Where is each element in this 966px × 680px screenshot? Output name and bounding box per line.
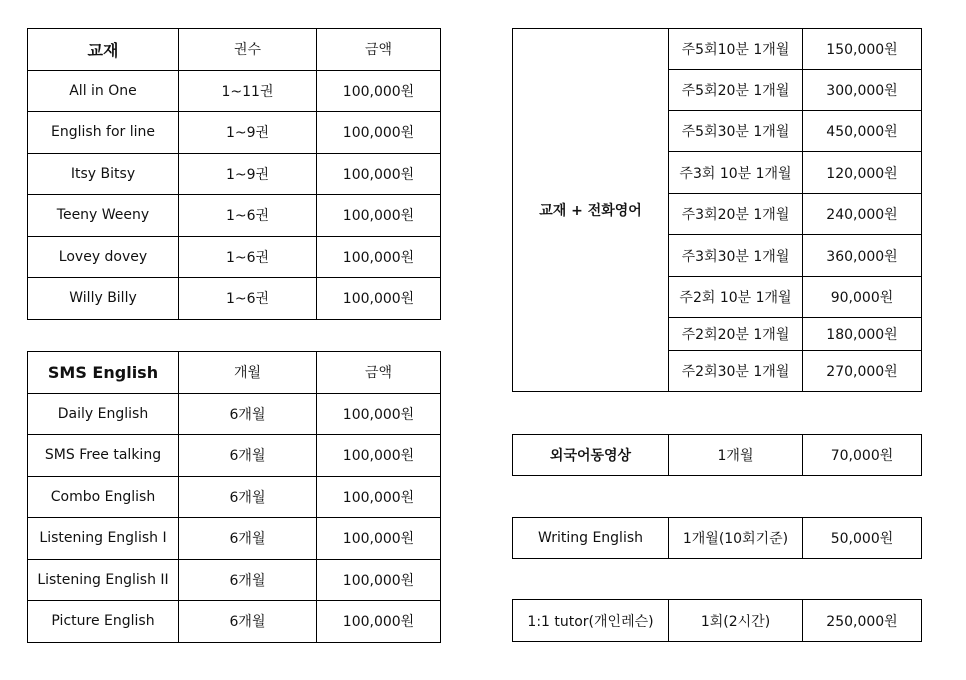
book-price: 100,000원 [317,153,441,195]
book-volumes: 1~9권 [179,112,317,154]
table-row [28,476,441,518]
book-name: Willy Billy [28,278,179,320]
phone-english-label: 교재 + 전화영어 [513,29,669,392]
header-months: 개월 [179,352,317,394]
table-row [28,601,441,643]
course-price: 100,000원 [317,435,441,477]
course-price: 100,000원 [317,476,441,518]
course-price: 100,000원 [317,393,441,435]
table-row [513,435,922,476]
header-volumes: 권수 [179,29,317,71]
course-name: Listening English II [28,559,179,601]
plan-name: 주3회 10분 1개월 [669,152,803,194]
header-sms-english: SMS English [28,352,179,394]
plan-price: 270,000원 [803,351,922,392]
plan-price: 150,000원 [803,29,922,70]
table-row [28,518,441,560]
table-row [513,600,922,642]
tutor-course-price: 250,000원 [803,600,922,642]
course-months: 6개월 [179,476,317,518]
plan-name: 주3회30분 1개월 [669,235,803,277]
course-months: 6개월 [179,435,317,477]
course-name: SMS Free talking [28,435,179,477]
course-price: 100,000원 [317,518,441,560]
table-row [28,278,441,320]
book-price: 100,000원 [317,195,441,237]
table-header-row [28,29,441,71]
course-months: 6개월 [179,601,317,643]
writing-english-table [512,517,922,559]
course-name: Daily English [28,393,179,435]
book-volumes: 1~6권 [179,195,317,237]
phone-english-price-table [512,28,922,392]
plan-name: 주5회20분 1개월 [669,70,803,111]
course-months: 6개월 [179,393,317,435]
book-name: Teeny Weeny [28,195,179,237]
plan-name: 주3회20분 1개월 [669,194,803,235]
table-row [513,518,922,559]
table-row [28,559,441,601]
plan-name: 주5회10분 1개월 [669,29,803,70]
writing-course-price: 50,000원 [803,518,922,559]
book-name: All in One [28,70,179,112]
video-course-name: 외국어동영상 [513,435,669,476]
table-row [513,29,922,70]
table-row [28,236,441,278]
book-volumes: 1~6권 [179,278,317,320]
book-volumes: 1~11권 [179,70,317,112]
plan-price: 450,000원 [803,111,922,152]
video-course-price: 70,000원 [803,435,922,476]
book-name: English for line [28,112,179,154]
table-header-row [28,352,441,394]
course-name: Combo English [28,476,179,518]
header-textbook: 교재 [28,29,179,71]
header-price: 금액 [317,29,441,71]
course-price: 100,000원 [317,601,441,643]
course-price: 100,000원 [317,559,441,601]
book-price: 100,000원 [317,70,441,112]
video-course-period: 1개월 [669,435,803,476]
table-row [28,393,441,435]
plan-price: 90,000원 [803,277,922,318]
plan-name: 주2회 10분 1개월 [669,277,803,318]
plan-price: 360,000원 [803,235,922,277]
book-name: Itsy Bitsy [28,153,179,195]
sms-english-price-table [27,351,441,643]
course-name: Picture English [28,601,179,643]
book-volumes: 1~6권 [179,236,317,278]
tutor-course-name: 1:1 tutor(개인레슨) [513,600,669,642]
table-row [28,195,441,237]
table-row [28,435,441,477]
book-name: Lovey dovey [28,236,179,278]
plan-price: 120,000원 [803,152,922,194]
writing-course-name: Writing English [513,518,669,559]
table-row [28,112,441,154]
tutor-lesson-table [512,599,922,642]
plan-name: 주2회20분 1개월 [669,318,803,351]
course-name: Listening English I [28,518,179,560]
table-row [28,70,441,112]
header-price: 금액 [317,352,441,394]
video-course-table [512,434,922,476]
book-price: 100,000원 [317,112,441,154]
book-price: 100,000원 [317,236,441,278]
plan-price: 180,000원 [803,318,922,351]
textbook-price-table [27,28,441,320]
writing-course-period: 1개월(10회기준) [669,518,803,559]
plan-price: 240,000원 [803,194,922,235]
plan-price: 300,000원 [803,70,922,111]
plan-name: 주5회30분 1개월 [669,111,803,152]
course-months: 6개월 [179,518,317,560]
course-months: 6개월 [179,559,317,601]
book-price: 100,000원 [317,278,441,320]
book-volumes: 1~9권 [179,153,317,195]
plan-name: 주2회30분 1개월 [669,351,803,392]
tutor-course-period: 1회(2시간) [669,600,803,642]
table-row [28,153,441,195]
